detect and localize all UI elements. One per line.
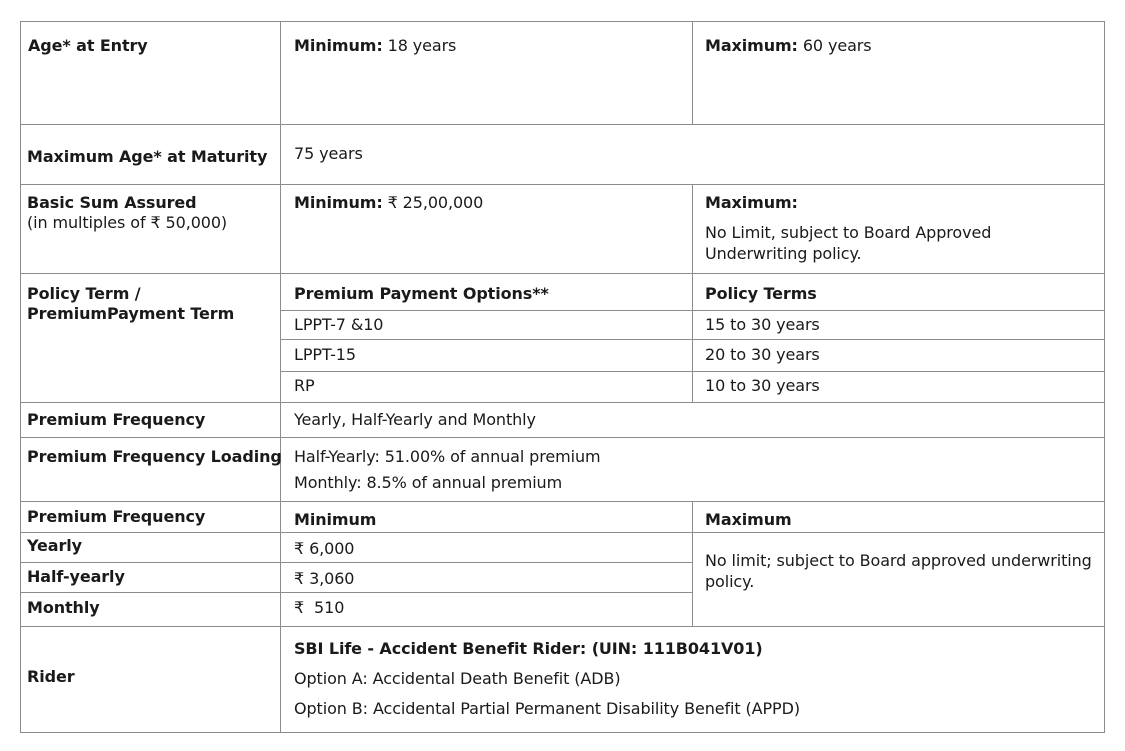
sum-assured-max-line1: No Limit, subject to Board Approved xyxy=(705,223,992,242)
premium-row-frequency: Monthly xyxy=(27,598,100,617)
policy-term-label-line1: Policy Term / xyxy=(27,284,141,303)
sum-assured-label: Basic Sum Assured xyxy=(27,193,197,212)
premium-max-line2: policy. xyxy=(705,572,755,591)
min-value: 18 years xyxy=(382,36,457,55)
min-label: Minimum: xyxy=(294,36,383,55)
ppo-row-term: 15 to 30 years xyxy=(705,315,820,334)
rider-option-b: Option B: Accidental Partial Permanent Disability Benefit (APPD) xyxy=(294,699,800,718)
premium-row-frequency: Yearly xyxy=(27,536,82,555)
ppo-row-term: 20 to 30 years xyxy=(705,345,820,364)
premium-limits-header-label: Premium Frequency xyxy=(27,507,206,526)
age-entry-minimum xyxy=(294,36,456,56)
premium-frequency-label: Premium Frequency xyxy=(27,410,206,429)
ppo-row-option: LPPT-15 xyxy=(294,345,356,364)
policy-term-label-line2: PremiumPayment Term xyxy=(27,304,235,323)
ppo-row-option: LPPT-7 &10 xyxy=(294,315,384,334)
sum-assured-minimum xyxy=(294,193,483,213)
max-age-maturity-label: Maximum Age* at Maturity xyxy=(27,147,268,166)
frequency-loading-line1: Half-Yearly: 51.00% of annual premium xyxy=(294,447,601,466)
age-entry-maximum xyxy=(705,36,872,56)
ppo-row-option: RP xyxy=(294,376,315,395)
max-value: 60 years xyxy=(797,36,872,55)
frequency-loading-label: Premium Frequency Loading xyxy=(27,447,282,466)
premium-row-frequency: Half-yearly xyxy=(27,567,125,586)
premium-row-minimum: ₹ 6,000 xyxy=(294,539,355,558)
premium-frequency-value: Yearly, Half-Yearly and Monthly xyxy=(294,410,536,429)
premium-max-line1: No limit; subject to Board approved underwriting xyxy=(705,551,1092,570)
min-value: ₹ 25,00,000 xyxy=(382,193,484,212)
rider-label: Rider xyxy=(27,667,75,686)
age-entry-label: Age* at Entry xyxy=(28,36,148,55)
premium-min-header: Minimum xyxy=(294,510,377,529)
rider-option-a: Option A: Accidental Death Benefit (ADB) xyxy=(294,669,621,688)
max-age-maturity-value: 75 years xyxy=(294,144,363,163)
sum-assured-sublabel: (in multiples of ₹ 50,000) xyxy=(27,213,228,232)
premium-row-minimum: ₹ 3,060 xyxy=(294,569,355,588)
min-label: Minimum: xyxy=(294,193,383,212)
max-label: Maximum: xyxy=(705,36,798,55)
rider-title: SBI Life - Accident Benefit Rider: (UIN: 111B041V01) xyxy=(294,639,763,658)
premium-max-header: Maximum xyxy=(705,510,792,529)
policy-terms-header: Policy Terms xyxy=(705,284,817,303)
ppo-row-term: 10 to 30 years xyxy=(705,376,820,395)
sum-assured-max-line2: Underwriting policy. xyxy=(705,244,862,263)
frequency-loading-line2: Monthly: 8.5% of annual premium xyxy=(294,473,563,492)
ppo-header: Premium Payment Options** xyxy=(294,284,549,303)
premium-row-minimum: ₹ 510 xyxy=(294,598,345,617)
sum-assured-max-label: Maximum: xyxy=(705,193,798,212)
